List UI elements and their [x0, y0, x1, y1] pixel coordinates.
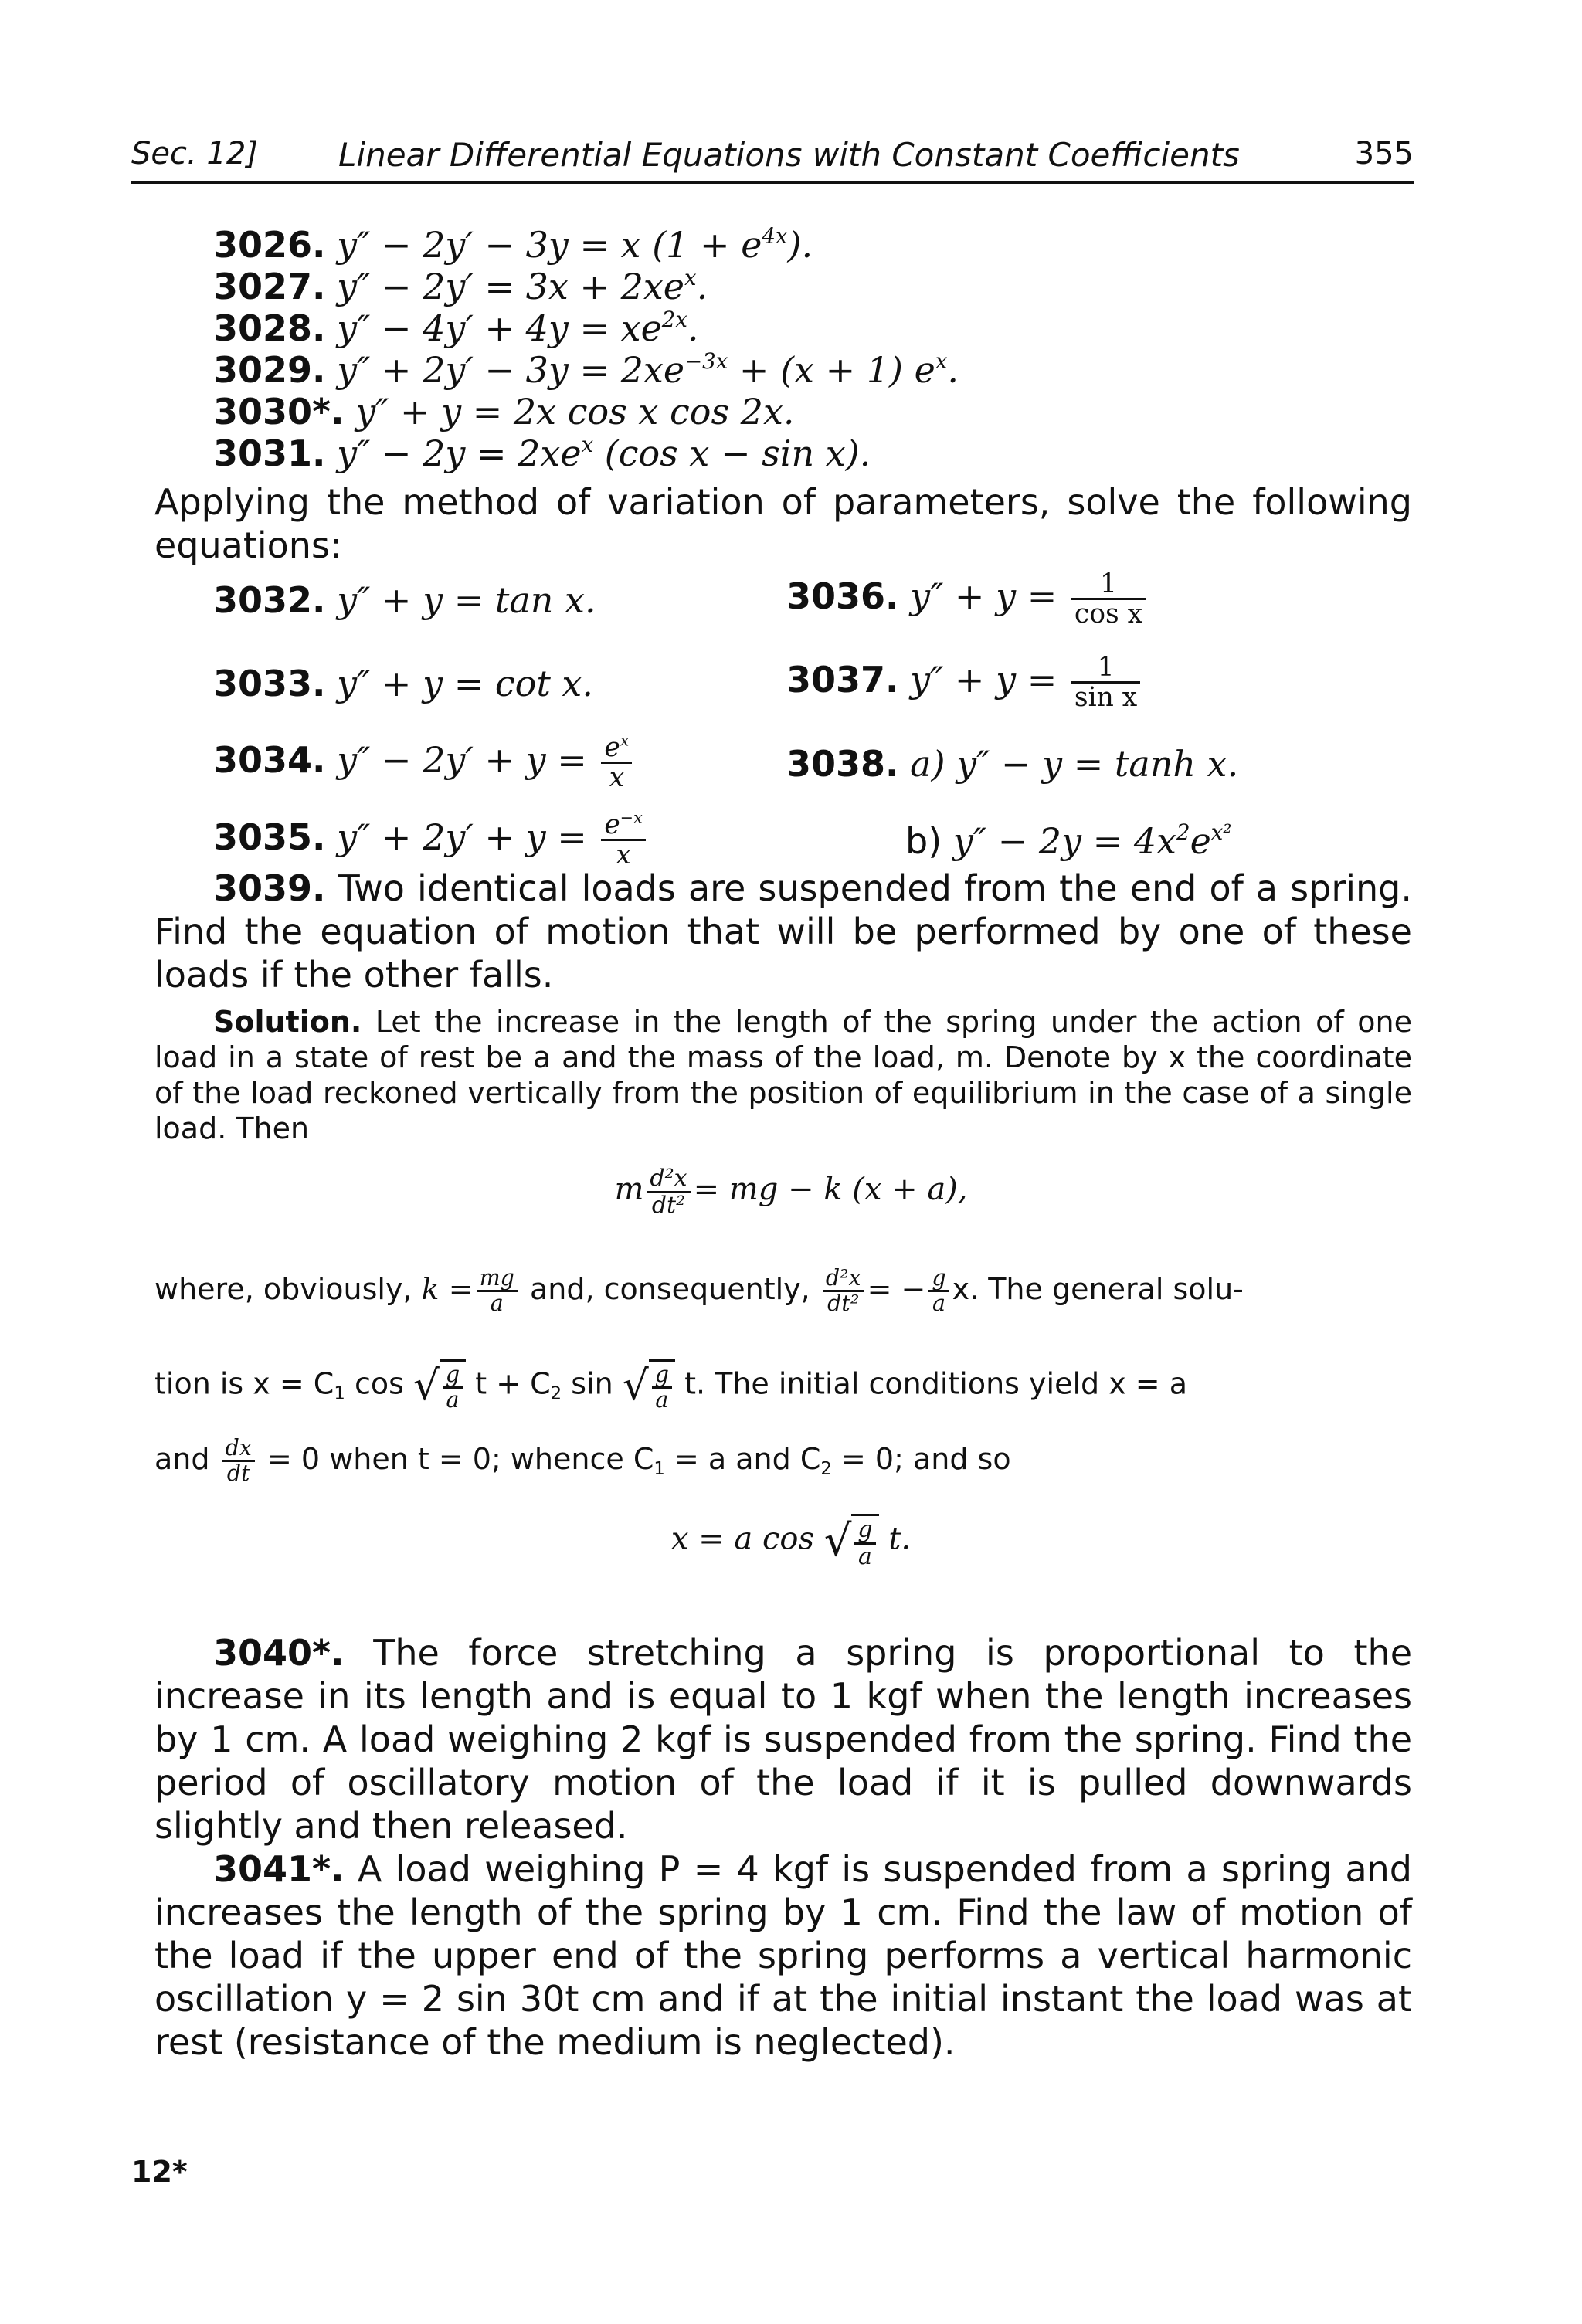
problem-3029	[213, 349, 959, 391]
problem-number: 3033.	[213, 663, 326, 704]
equation: y″ + y = cot x.	[337, 663, 594, 704]
problem-number: 3040*.	[213, 1632, 345, 1674]
part-label: b)	[905, 820, 942, 862]
problem-number: 3028.	[213, 307, 326, 349]
problem-3041	[154, 1847, 1412, 2064]
solution-label: Solution.	[213, 1005, 362, 1039]
problem-3036	[786, 570, 1149, 628]
running-header	[131, 133, 1414, 184]
problem-number: 3041*.	[213, 1848, 345, 1890]
header-title: Linear Differential Equations with Constant Coefficients	[338, 136, 1240, 174]
problem-3031	[213, 433, 871, 474]
problem-3034	[213, 731, 635, 794]
solution-text: Let the increase in the length of the spring under the action of one load in a state of rest be a and the mass of the load, m. Denote by x the coordinate of the load reckoned vertically from the position of equilibrium in the case of a single load. Then	[154, 1005, 1412, 1145]
equation: a) y″ − y = tanh x.	[910, 743, 1239, 785]
problem-number: 3034.	[213, 739, 326, 782]
equation: $y'' - 2y' = 3x + 2xe^x$.	[337, 265, 708, 307]
equation-lhs: y″ − 2y′ + y =	[337, 739, 587, 782]
equation-lhs: y″ + y =	[910, 575, 1057, 618]
variation-intro: Applying the method of variation of parameters, solve the following equations:	[154, 481, 1412, 566]
problem-3038b	[905, 820, 1231, 862]
equation: y″ − 2y′ − 3y = x $(1 + e^{4x})$.	[337, 223, 813, 266]
problem-number: 3030*.	[213, 391, 345, 433]
problem-number: 3031.	[213, 433, 326, 474]
equation: $y'' - 2y = 2xe^x$ (cos x − sin x).	[337, 432, 871, 474]
solution-line-general: tion is $x = C_1$ cos √ $\frac{g}{a}$ $t + C_2$ sin √ $\frac{g}{a}$ t. The initial conditions yield x = a	[154, 1359, 1187, 1412]
problem-number: 3027.	[213, 266, 326, 307]
solution-paragraph	[154, 1004, 1412, 1146]
equation: $y'' + 2y' - 3y = 2xe^{-3x} + (x + 1)$ $e^x$.	[337, 348, 959, 391]
problem-number: 3039.	[213, 867, 326, 909]
page-number: 355	[1354, 136, 1414, 171]
problem-3038a	[786, 743, 1238, 785]
equation: $y'' - 2y = 4x^2e^{x^2}$	[952, 819, 1232, 862]
problem-text: Two identical loads are suspended from the end of a spring. Find the equation of motion that will be performed by one of these loads if the other falls.	[154, 867, 1412, 996]
fraction: $\frac{1}{\text{cos x}}$	[1071, 570, 1146, 628]
equation-of-motion: m $\frac{\text{d²x}}{\text{dt²}}$ = mg − k (x + a),	[614, 1165, 968, 1219]
solution-line-where: where, obviously, k = $\frac{mg}{a}$ and, consequently, $\frac{\text{d²x}}{\text{dt²}}$ = − $\frac{g}{a}$ x. The general solu-	[154, 1265, 1244, 1316]
problem-text: A load weighing P = 4 kgf is suspended from a spring and increases the length of the spring by 1 cm. Find the law of motion of the load if the upper end of the spring performs a vertical harmonic oscillation y = 2 sin 30t cm and if at the initial instant the load was at rest (resistance of the medium is neglected).	[154, 1848, 1412, 2063]
problem-text: The force stretching a spring is proportional to the increase in its length and is equal to 1 kgf when the length increases by 1 cm. A load weighing 2 kgf is suspended from the spring. Find the period of oscillatory motion of the load if it is pulled downwards slightly and then released.	[154, 1632, 1412, 1847]
solution-line-initial: and $\frac{dx}{dt}$ = 0 when t = 0; whence $C_1 = a$ and $C_2 = 0$; and so	[154, 1435, 1011, 1486]
problem-number: 3032.	[213, 579, 326, 621]
equation: $y'' - 4y' + 4y = xe^{2x}$.	[337, 307, 699, 349]
square-root: √ $\frac{g}{a}$	[413, 1359, 466, 1412]
header-section: Sec. 12]	[131, 136, 258, 171]
problem-number: 3035.	[213, 816, 326, 859]
fraction: $\frac{e^{-x}}{x}$	[601, 811, 645, 869]
problem-3033	[213, 663, 593, 704]
signature-mark: 12*	[131, 2155, 188, 2189]
problem-number: 3036.	[786, 575, 899, 618]
equation: y″ + y = 2x cos x cos 2x.	[355, 391, 795, 433]
problem-3028	[213, 307, 699, 349]
fraction: $\frac{1}{\text{sin x}}$	[1071, 653, 1140, 711]
problem-3040	[154, 1631, 1412, 1847]
problem-3035	[213, 808, 649, 871]
problem-3032	[213, 579, 596, 621]
problem-3026	[213, 224, 813, 266]
problem-3030	[213, 391, 795, 433]
fraction: $\frac{e^x}{x}$	[601, 734, 632, 792]
problem-number: 3038.	[786, 743, 899, 785]
problem-number: 3026.	[213, 224, 326, 266]
square-root: √ $\frac{g}{a}$	[623, 1359, 675, 1412]
final-solution: x = a cos √ $\frac{g}{a}$ t.	[0, 1514, 1582, 1569]
problem-3037	[786, 652, 1143, 714]
equation-lhs: y″ + y =	[910, 659, 1057, 701]
problem-3027	[213, 266, 708, 307]
equation-lhs: y″ + 2y′ + y =	[337, 816, 587, 859]
problem-number: 3037.	[786, 659, 899, 701]
equation: y″ + y = tan x.	[337, 579, 596, 621]
problem-number: 3029.	[213, 349, 326, 391]
problem-3039	[154, 867, 1412, 996]
